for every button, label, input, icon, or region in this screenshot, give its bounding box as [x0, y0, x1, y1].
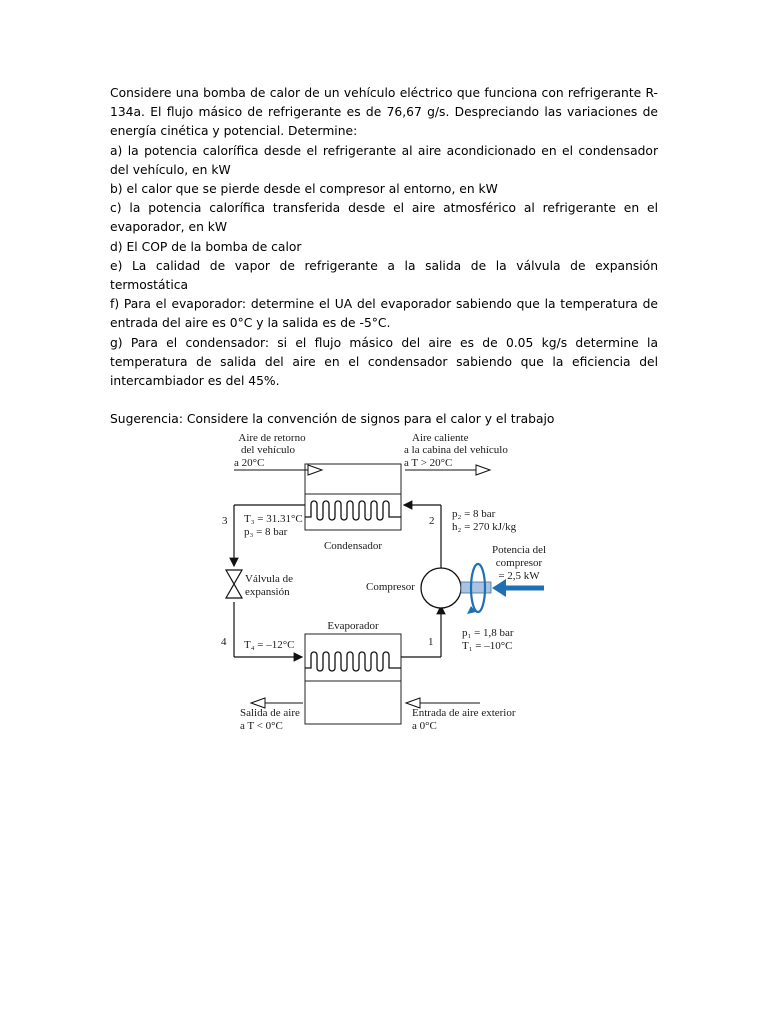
hot-air-label-line3: a T > 20°C [404, 457, 453, 469]
item-b: b) el calor que se pierde desde el compresor al entorno, en kW [110, 182, 498, 197]
problem-intro: Considere una bomba de calor de un vehículo eléctrico que funciona con refrigerante R-134a. El flujo másico de refrigerante es de 76,67 g/s. Despreciando las variaciones de energía cinética y potencial. Determine: [110, 86, 658, 139]
valve-label-line2: expansión [245, 586, 290, 598]
condenser [305, 464, 401, 552]
item-f: f) Para el evaporador: determine el UA del evaporador sabiendo que la temperatura de entrada del aire es 0°C y la salida es de -5°C. [110, 297, 658, 331]
valve-label-line1: Válvula de [245, 573, 293, 585]
compressor-label: Compresor [366, 581, 415, 593]
air-inlet-label-line2: a 0°C [412, 720, 437, 732]
return-air-label-line1: Aire de retorno [238, 432, 306, 444]
state-1-number: 1 [428, 636, 434, 648]
power-label-line2: compresor [495, 557, 543, 569]
condenser-label: Condensador [323, 540, 383, 552]
state-3-temperature: T₃ = 31.31°C [244, 513, 303, 525]
expansion-valve-icon [226, 570, 242, 598]
state-1-pressure: p₁ = 1,8 bar [462, 627, 514, 639]
state-2-pressure: p₂ = 8 bar [452, 508, 496, 520]
power-label-line1: Potencia del [491, 544, 547, 556]
suggestion: Sugerencia: Considere la convención de signos para el calor y el trabajo [110, 412, 555, 427]
item-d: d) El COP de la bomba de calor [110, 239, 302, 254]
state-1-temperature: T₁ = –10°C [462, 640, 513, 652]
power-label-line3: = 2,5 kW [498, 570, 540, 582]
state-4-temperature: T₄ = –12°C [244, 639, 295, 651]
air-outlet-label-line1: Salida de aire [240, 707, 300, 719]
evaporator-label: Evaporador [327, 620, 379, 632]
hot-air-label-line2: a la cabina del vehículo [404, 444, 508, 456]
compressor-icon [421, 564, 491, 614]
item-c: c) la potencia calorífica transferida desde el aire atmosférico al refrigerante en el evaporador, en kW [110, 201, 658, 235]
air-inlet-label-line1: Entrada de aire exterior [412, 707, 516, 719]
state-4-number: 4 [221, 636, 227, 648]
hot-air-label-line1: Aire caliente [412, 432, 469, 444]
state-3-pressure: p₃ = 8 bar [244, 526, 288, 538]
return-air-label-line2: del vehículo [240, 444, 296, 456]
state-3-number: 3 [222, 515, 228, 527]
item-g: g) Para el condensador: si el flujo másico del aire es de 0.05 kg/s determine la temperatura de salida del aire en el condensador sabiendo que la eficiencia del intercambiador es del 45%. [110, 335, 658, 389]
state-2-number: 2 [429, 515, 435, 527]
evaporator [305, 620, 401, 724]
air-outlet-label-line2: a T < 0°C [240, 720, 283, 732]
state-2-enthalpy: h₂ = 270 kJ/kg [452, 521, 517, 533]
item-a: a) la potencia calorífica desde el refrigerante al aire acondicionado en el condensador del vehículo, en kW [110, 143, 658, 177]
return-air-label-line3: a 20°C [234, 457, 265, 469]
item-e: e) La calidad de vapor de refrigerante a la salida de la válvula de expansión termostática [110, 258, 658, 293]
